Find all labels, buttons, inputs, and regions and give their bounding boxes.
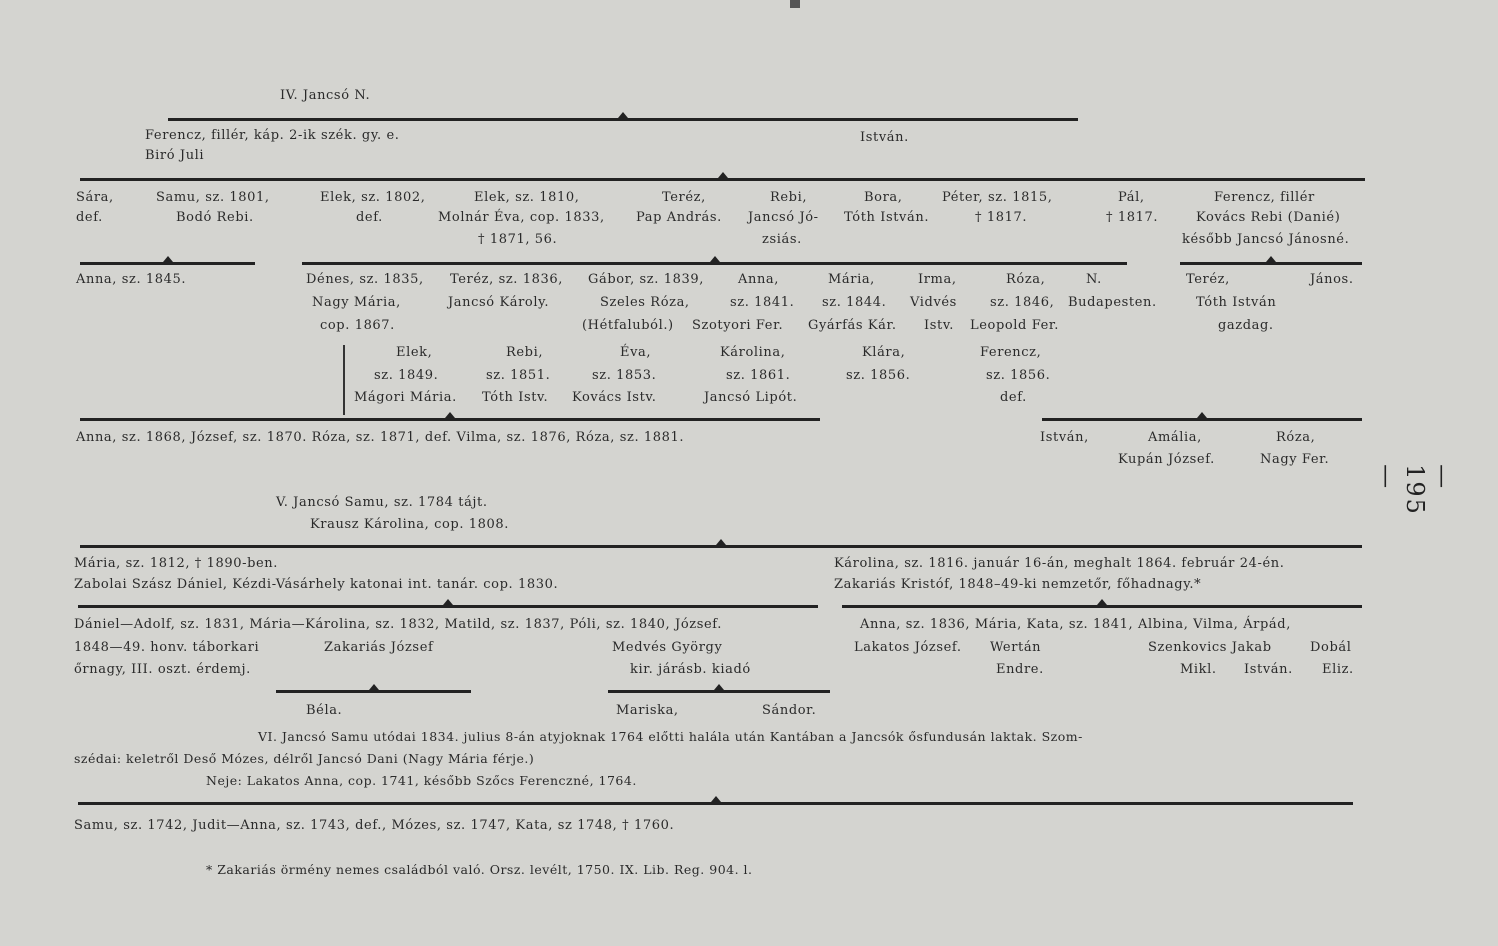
- poli-spouse: Medvés György: [612, 640, 723, 655]
- child-sara: Sára,: [76, 190, 114, 205]
- gc-elek-spouse: Mágori Mária.: [354, 390, 457, 405]
- footnote: * Zakariás örmény nemes családból való. Orsz. levélt, 1750. IX. Lib. Reg. 904. l.: [206, 862, 753, 877]
- terez-1836: Teréz, sz. 1836,: [450, 272, 563, 287]
- irma-spouse-2: Istv.: [924, 318, 954, 333]
- gc-karolina-born: sz. 1861.: [726, 368, 791, 383]
- gabor-spouse: Szeles Róza,: [600, 295, 690, 310]
- bracket-line: [343, 345, 345, 415]
- denes-children: Anna, sz. 1868, József, sz. 1870. Róza, sz. 1871, def. Vilma, sz. 1876, Róza, sz. 1881.: [76, 430, 685, 445]
- child-ferencz: Ferencz, fillér: [1214, 190, 1315, 205]
- gen5-spouse: Krausz Károlina, cop. 1808.: [310, 517, 510, 532]
- daniel-adolf-rank: 1848—49. honv. táborkari: [74, 640, 260, 655]
- terez-toth-note: gazdag.: [1218, 318, 1274, 333]
- child-bora: Bora,: [864, 190, 903, 205]
- albina-spouse: István.: [1244, 662, 1293, 677]
- gabor: Gábor, sz. 1839,: [588, 272, 704, 287]
- brace: [302, 262, 1127, 265]
- mariska: Mariska,: [616, 703, 679, 718]
- child-peter-death: † 1817.: [975, 210, 1028, 225]
- gc-karolina-spouse: Jancsó Lipót.: [704, 390, 798, 405]
- irma: Irma,: [918, 272, 957, 287]
- maria-1844-born: sz. 1844.: [822, 295, 887, 310]
- kata-spouse: Szenkovics Jakab: [1148, 640, 1272, 655]
- gen6-children: Samu, sz. 1742, Judit—Anna, sz. 1743, def., Mózes, sz. 1747, Kata, sz 1748, † 1760.: [74, 818, 675, 833]
- brace: [80, 262, 255, 265]
- karolina-1816-spouse: Zakariás Kristóf, 1848–49-ki nemzetőr, főhadnagy.*: [834, 577, 1202, 592]
- n-child: N.: [1086, 272, 1102, 287]
- child-terez-spouse: Pap András.: [636, 210, 722, 225]
- terez-toth-spouse: Tóth István: [1196, 295, 1277, 310]
- gen4-biro: Biró Juli: [145, 148, 205, 163]
- brace: [842, 605, 1362, 608]
- ferencz-1856: Ferencz,: [980, 345, 1042, 360]
- sandor: Sándor.: [762, 703, 817, 718]
- maria-1844-spouse: Gyárfás Kár.: [808, 318, 897, 333]
- child-elek1810: Elek, sz. 1810,: [474, 190, 580, 205]
- child-ferencz-later: később Jancsó Jánosné.: [1182, 232, 1350, 247]
- gc-elek: Elek,: [396, 345, 433, 360]
- maria-spouse: Wertán: [990, 640, 1042, 655]
- fc-roza: Róza,: [1276, 430, 1316, 445]
- child-rebi-spouse: Jancsó Jó-: [748, 210, 819, 225]
- daniel-adolf-rank-2: őrnagy, III. oszt. érdemj.: [74, 662, 251, 677]
- brace: [608, 690, 830, 693]
- brace: [80, 545, 1362, 548]
- anna-1841-born: sz. 1841.: [730, 295, 795, 310]
- gc-rebi-spouse: Tóth Istv.: [482, 390, 549, 405]
- maria-1812: Mária, sz. 1812, † 1890-ben.: [74, 556, 279, 571]
- gc-elek-born: sz. 1849.: [374, 368, 439, 383]
- child-rebi: Rebi,: [770, 190, 808, 205]
- ferencz-1856-note: def.: [1000, 390, 1027, 405]
- vilma-spouse: Dobál: [1310, 640, 1352, 655]
- child-pal-death: † 1817.: [1106, 210, 1159, 225]
- denes-cop: cop. 1867.: [320, 318, 395, 333]
- fc-amalia-spouse: Kupán József.: [1118, 452, 1215, 467]
- fc-amalia: Amália,: [1148, 430, 1202, 445]
- klara-born: sz. 1856.: [846, 368, 911, 383]
- child-elek1810-spouse: Molnár Éva, cop. 1833,: [438, 210, 605, 225]
- page-number: [1373, 430, 1458, 550]
- child-elek1802: Elek, sz. 1802,: [320, 190, 426, 205]
- child-rebi-spouse-2: zsiás.: [762, 232, 802, 247]
- fc-roza-spouse: Nagy Fer.: [1260, 452, 1330, 467]
- gen6-line2: szédai: keletről Deső Mózes, délről Jancsó Dani (Nagy Mária férje.): [74, 751, 535, 766]
- gen4-heading: IV. Jancsó N.: [280, 88, 371, 103]
- child-pal: Pál,: [1118, 190, 1145, 205]
- terez-toth: Teréz,: [1186, 272, 1230, 287]
- karolina-1816: Károlina, sz. 1816. január 16-án, meghalt 1864. február 24-én.: [834, 556, 1285, 571]
- janos: János.: [1310, 272, 1354, 287]
- n-budapest: Budapesten.: [1068, 295, 1157, 310]
- gen6-line3: Neje: Lakatos Anna, cop. 1741, később Szőcs Ferenczné, 1764.: [206, 773, 637, 788]
- child-bora-spouse: Tóth István.: [844, 210, 930, 225]
- child-ferencz-spouse: Kovács Rebi (Danié): [1196, 210, 1341, 225]
- child-samu: Samu, sz. 1801,: [156, 190, 270, 205]
- child-peter: Péter, sz. 1815,: [942, 190, 1053, 205]
- vilma-spouse-2: Eliz.: [1322, 662, 1354, 677]
- gc-eva-spouse: Kovács Istv.: [572, 390, 657, 405]
- roza-1846-spouse: Leopold Fer.: [970, 318, 1060, 333]
- brace: [168, 118, 1078, 121]
- karolina-children: Anna, sz. 1836, Mária, Kata, sz. 1841, Albina, Vilma, Árpád,: [860, 617, 1291, 632]
- gc-rebi: Rebi,: [506, 345, 544, 360]
- terez-1836-spouse: Jancsó Károly.: [448, 295, 550, 310]
- gen4-istvan: István.: [860, 130, 909, 145]
- ferencz-1856-born: sz. 1856.: [986, 368, 1051, 383]
- denes: Dénes, sz. 1835,: [306, 272, 424, 287]
- roza-1846-born: sz. 1846,: [990, 295, 1055, 310]
- brace: [78, 802, 1353, 805]
- child-terez: Teréz,: [662, 190, 706, 205]
- poli-spouse-role: kir. járásb. kiadó: [630, 662, 751, 677]
- scan-mark: [790, 0, 800, 8]
- child-elek1802-note: def.: [356, 210, 383, 225]
- fc-istvan: István,: [1040, 430, 1089, 445]
- anna-1841: Anna,: [738, 272, 780, 287]
- gen5-heading: V. Jancsó Samu, sz. 1784 tájt.: [276, 495, 488, 510]
- child-sara-note: def.: [76, 210, 103, 225]
- page-number-text: — 195 —: [1373, 464, 1458, 516]
- maria-1844: Mária,: [828, 272, 875, 287]
- brace: [276, 690, 471, 693]
- anna-1836-spouse: Lakatos József.: [854, 640, 962, 655]
- klara: Klára,: [862, 345, 906, 360]
- maria-children: Dániel—Adolf, sz. 1831, Mária—Károlina, sz. 1832, Matild, sz. 1837, Póli, sz. 1840, József.: [74, 617, 722, 632]
- gen6-line1: VI. Jancsó Samu utódai 1834. julius 8-án atyjoknak 1764 előtti halála után Kantában a Jancsók ősfundusán laktak. Szom-: [258, 729, 1083, 744]
- irma-spouse: Vidvés: [910, 295, 957, 310]
- anna-1845: Anna, sz. 1845.: [76, 272, 187, 287]
- brace: [78, 605, 818, 608]
- child-samu-spouse: Bodó Rebi.: [176, 210, 254, 225]
- gabor-origin: (Hétfaluból.): [582, 318, 674, 333]
- anna-1841-spouse: Szotyori Fer.: [692, 318, 784, 333]
- maria-karolina-spouse: Zakariás József: [324, 640, 434, 655]
- brace: [1180, 262, 1362, 265]
- bela: Béla.: [306, 703, 343, 718]
- roza-1846: Róza,: [1006, 272, 1046, 287]
- brace: [80, 418, 820, 421]
- child-elek1810-death: † 1871, 56.: [478, 232, 558, 247]
- maria-1812-spouse: Zabolai Szász Dániel, Kézdi-Vásárhely katonai int. tanár. cop. 1830.: [74, 577, 559, 592]
- denes-spouse: Nagy Mária,: [312, 295, 401, 310]
- gc-eva-born: sz. 1853.: [592, 368, 657, 383]
- maria-spouse-2: Endre.: [996, 662, 1044, 677]
- gc-eva: Éva,: [620, 345, 652, 360]
- gc-karolina: Károlina,: [720, 345, 786, 360]
- gc-rebi-born: sz. 1851.: [486, 368, 551, 383]
- gen4-ferencz: Ferencz, fillér, káp. 2-ik szék. gy. e.: [145, 128, 400, 143]
- kata-spouse-2: Mikl.: [1180, 662, 1217, 677]
- brace: [1042, 418, 1362, 421]
- brace: [80, 178, 1365, 181]
